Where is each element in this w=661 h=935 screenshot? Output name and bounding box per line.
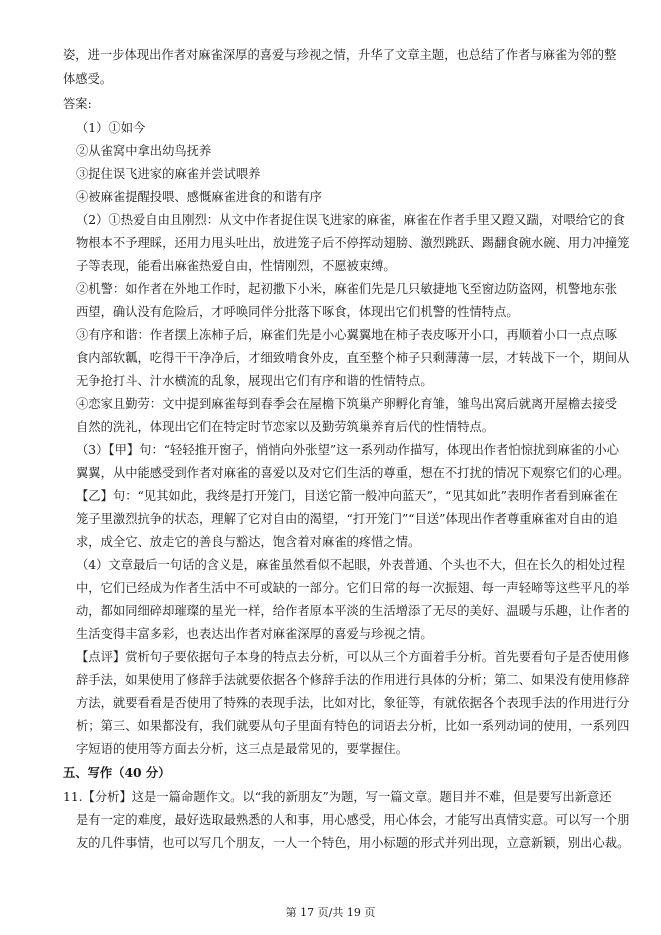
text-line: 自然的洗礼，体现出它们在特定时节恋家以及勤劳筑巢养育后代的性情特点。 [76, 420, 495, 434]
text-line: 笼子里激烈抗争的状态，理解了它对自由的渴望，“打开笼门”“目送”体现出作者尊重麻雀对自由的追 [76, 512, 618, 526]
text-line: 方法，就要看看是否使用了特殊的表现手法，比如对比，象征等，有就依据各个表现手法的作用进行分 [76, 696, 630, 710]
text-line: （3）【甲】句：“轻轻推开窗子，悄悄向外张望”这一系列动作描写，体现出作者怕惊扰到麻雀的小心 [76, 443, 620, 457]
text-line: 子等表现，能看出麻雀热爱自由，性情刚烈，不愿被束缚。 [76, 259, 396, 273]
answer-heading: 答案: [63, 97, 92, 111]
text-line: 是有一定的难度，最好选取最熟悉的人和事，用心感受，用心体会，才能写出真情实意。可以写一个朋 [76, 813, 630, 827]
text-line: 体感受。 [63, 72, 113, 86]
text-line: 辞手法，如果使用了修辞手法就要依据各个修辞手法的作用进行具体的分析；第二、如果没有使用修辞 [76, 673, 630, 687]
text-line: 姿，进一步体现出作者对麻雀深厚的喜爱与珍视之情，升华了文章主题，也总结了作者与麻雀为邻的整 [63, 48, 617, 62]
text-line: 物根本不予理睬，还用力甩头吐出，放进笼子后不停挥动翅膀、激烈跳跃、踢翻食碗水碗、用力冲撞笼 [76, 236, 630, 250]
text-line: （1）①如今 [76, 121, 146, 135]
text-line: ③捉住误飞进家的麻雀并尝试喂养 [76, 167, 261, 181]
text-line: 无争抢打斗、汁水横流的乱象，展现出它们有序和谐的性情特点。 [76, 374, 433, 388]
text-line: ③有序和谐：作者摆上冻柿子后，麻雀们先是小心翼翼地在柿子表皮啄开小口，再顺着小口一点点啄 [76, 328, 618, 342]
text-line: 求，成全它、放走它的善良与豁达，饱含着对麻雀的疼惜之情。 [76, 535, 421, 549]
text-line: 11.【分析】这是一篇命题作文。以“我的新朋友”为题，写一篇文章。题目并不难，但是要写出新意还 [63, 790, 612, 804]
text-line: 【乙】句：“见其如此，我终是打开笼门，目送它箭一般冲向蓝天”，“见其如此”表明作者看到麻雀在 [76, 489, 618, 503]
section-heading: 五、写作（40 分） [63, 765, 171, 780]
text-line: ②从雀窝中拿出幼鸟抚养 [76, 144, 212, 158]
text-line: ④恋家且勤劳：文中提到麻雀每到春季会在屋檐下筑巢产卵孵化育雏，雏鸟出窝后就离开屋檐去接受 [76, 397, 618, 411]
text-line: 翼翼，从中能感受到作者对麻雀的喜爱以及对它们生活的尊重，想在不打扰的情况下观察它们的心理。 [76, 466, 630, 480]
text-line: 字短语的使用等方面去分析，这三点是最常见的，要掌握住。 [76, 742, 409, 756]
text-line: 析；第三、如果都没有，我们就要从句子里面有特色的词语去分析，比如一系列动词的使用，一系列四 [76, 719, 630, 733]
text-line: 【点评】赏析句子要依据句子本身的特点去分析，可以从三个方面着手分析。首先要看句子是否使用修 [76, 650, 630, 664]
text-line: （4）文章最后一句话的含义是，麻雀虽然看似不起眼，外表普通、个头也不大，但在长久的相处过程 [76, 558, 625, 572]
text-line: 食内部软瓤，吃得干干净净后，才细致啃食外皮，直至整个柿子只剩薄薄一层，才转战下一个，期间从 [76, 351, 630, 365]
text-line: ④被麻雀提醒投喂、感慨麻雀进食的和谐有序 [76, 190, 322, 204]
text-line: 生活变得丰富多彩，也表达出作者对麻雀深厚的喜爱与珍视之情。 [76, 627, 433, 641]
text-line: ②机警：如作者在外地工作时，起初撒下小米，麻雀们先是几只敏捷地飞至窗边防盗网，机警地东张 [76, 282, 618, 296]
page-number: 第 17 页/共 19 页 [285, 906, 376, 919]
text-line: 动，都如同细碎却璀璨的星光一样，给作者原本平淡的生活增添了无尽的美好、温暖与乐趣，让作者的 [76, 604, 630, 618]
text-line: （2）①热爱自由且刚烈：从文中作者捉住误飞进家的麻雀，麻雀在作者手里又蹬又踹，对喂给它的食 [76, 213, 625, 227]
text-line: 友的几件事情，也可以写几个朋友，一人一个特色，用小标题的形式并列出现，立意新颖，别出心裁。 [76, 836, 630, 850]
text-line: 中，它们已经成为作者生活中不可或缺的一部分。它们日常的每一次振翅、每一声轻啼等这些平凡的举 [76, 581, 630, 595]
text-line: 西望，确认没有危险后，才呼唤同伴分批落下啄食，体现出它们机警的性情特点。 [76, 305, 519, 319]
